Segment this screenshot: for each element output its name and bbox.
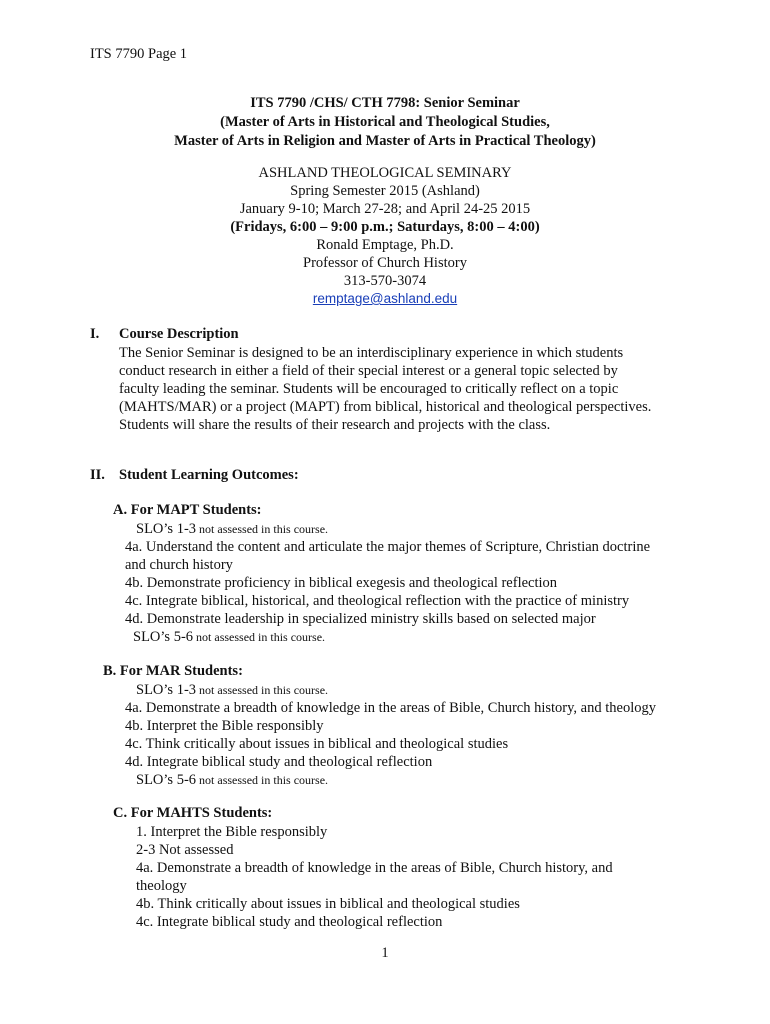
course-title-block xyxy=(0,94,770,151)
outcome-item: 4d. Demonstrate leadership in specialized ministry skills based on selected major xyxy=(125,611,596,627)
outcome-item: 4a. Demonstrate a breadth of knowledge in the areas of Bible, Church history, and xyxy=(136,860,613,876)
description-line: conduct research in either a field of their special interest or a general topic selected by xyxy=(119,363,618,379)
outcome-item: 4b. Interpret the Bible responsibly xyxy=(125,718,324,734)
outcome-item: 4b. Demonstrate proficiency in biblical exegesis and theological reflection xyxy=(125,575,558,591)
subsection-c-heading: C. For MAHTS Students: xyxy=(113,805,273,821)
meeting-dates: January 9-10; March 27-28; and April 24-25 2015 xyxy=(239,201,531,217)
outcome-item: 4c. Integrate biblical study and theological reflection xyxy=(136,914,443,930)
subsection-a-heading: A. For MAPT Students: xyxy=(113,502,262,518)
description-line: Students will share the results of their research and projects with the class. xyxy=(119,417,551,433)
slo-note: SLO’s 5-6 not assessed in this course. xyxy=(136,772,329,788)
description-line: faculty leading the seminar. Students will be encouraged to critically reflect on a topic xyxy=(119,381,619,397)
running-header: ITS 7790 Page 1 xyxy=(90,46,188,62)
outcome-item: 4c. Think critically about issues in biblical and theological studies xyxy=(125,736,509,752)
instructor-email-link[interactable]: remptage@ashland.edu xyxy=(312,291,458,306)
section-1-heading: Course Description xyxy=(119,326,239,342)
slo-note: SLO’s 1-3 not assessed in this course. xyxy=(136,682,329,698)
outcome-item: 1. Interpret the Bible responsibly xyxy=(136,824,328,840)
slo-note: SLO’s 5-6 not assessed in this course. xyxy=(133,629,326,645)
outcome-item: 2-3 Not assessed xyxy=(136,842,234,858)
description-line: (MAHTS/MAR) or a project (MAPT) from biblical, historical and theological perspectives. xyxy=(119,399,652,415)
outcome-item: theology xyxy=(136,878,187,894)
outcome-item: and church history xyxy=(125,557,233,573)
outcome-item: 4a. Understand the content and articulate the major themes of Scripture, Christian doctrine xyxy=(125,539,651,555)
subsection-b-heading: B. For MAR Students: xyxy=(103,663,243,679)
section-2-number: II. xyxy=(90,467,105,483)
meeting-times: (Fridays, 6:00 – 9:00 p.m.; Saturdays, 8:00 – 4:00) xyxy=(230,219,540,235)
program-line-2: Master of Arts in Religion and Master of Arts in Practical Theology) xyxy=(174,133,596,149)
instructor-phone: 313-570-3074 xyxy=(343,273,427,289)
instructor-title: Professor of Church History xyxy=(303,255,467,271)
program-line-1: (Master of Arts in Historical and Theological Studies, xyxy=(220,114,550,130)
course-info-block xyxy=(0,164,770,308)
slo-note: SLO’s 1-3 not assessed in this course. xyxy=(136,521,329,537)
course-title: ITS 7790 /CHS/ CTH 7798: Senior Seminar xyxy=(250,95,520,111)
section-1-number: I. xyxy=(90,326,100,342)
course-description xyxy=(119,344,689,434)
outcome-item: 4d. Integrate biblical study and theological reflection xyxy=(125,754,433,770)
outcome-item: 4b. Think critically about issues in biblical and theological studies xyxy=(136,896,520,912)
instructor-name: Ronald Emptage, Ph.D. xyxy=(316,237,454,253)
section-2-heading: Student Learning Outcomes: xyxy=(119,467,299,483)
semester: Spring Semester 2015 (Ashland) xyxy=(290,183,480,199)
outcome-item: 4c. Integrate biblical, historical, and theological reflection with the practice of ministry xyxy=(125,593,630,609)
description-line: The Senior Seminar is designed to be an interdisciplinary experience in which students xyxy=(119,345,624,361)
page-number: 1 xyxy=(381,945,389,961)
outcome-item: 4a. Demonstrate a breadth of knowledge in the areas of Bible, Church history, and theology xyxy=(125,700,656,716)
school-name: ASHLAND THEOLOGICAL SEMINARY xyxy=(258,165,512,181)
